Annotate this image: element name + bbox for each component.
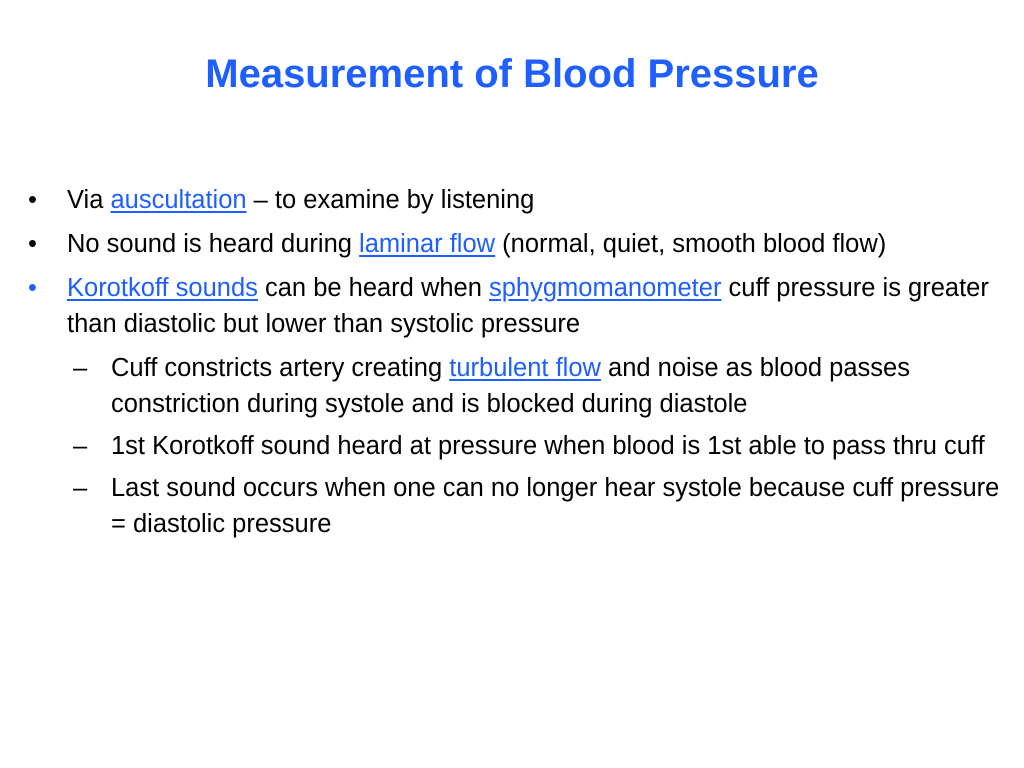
subbullet-mark: – xyxy=(73,474,88,502)
link-laminar-flow[interactable]: laminar flow xyxy=(359,230,496,258)
bullet-item xyxy=(28,270,1003,342)
bullet-text: cuff pressure is greater than diastolic but lower than systolic pressure xyxy=(67,274,989,338)
slide-content xyxy=(28,182,1003,548)
bullet-text: (normal, quiet, smooth blood flow) xyxy=(495,230,887,258)
subbullet-text: 1st Korotkoff sound heard at pressure when blood is 1st able to pass thru cuff xyxy=(111,432,985,460)
bullet-text: – to examine by listening xyxy=(246,186,535,214)
bullet-mark: • xyxy=(28,274,37,302)
bullet-item xyxy=(28,226,1003,262)
subbullet-mark: – xyxy=(73,354,88,382)
subbullet-item xyxy=(28,470,1003,542)
subbullet-text: Last sound occurs when one can no longer hear systole because cuff pressure = diastolic pressure xyxy=(111,474,1000,538)
link-turbulent-flow[interactable]: turbulent flow xyxy=(449,354,601,382)
subbullet-item xyxy=(28,350,1003,422)
link-sphygmomanometer[interactable]: sphygmomanometer xyxy=(489,274,722,302)
subbullet-item xyxy=(28,428,1003,464)
bullet-text: can be heard when xyxy=(257,274,489,302)
slide-title: Measurement of Blood Pressure xyxy=(205,52,819,96)
bullet-mark: • xyxy=(28,230,37,258)
link-korotkoff-sounds[interactable]: Korotkoff sounds xyxy=(67,274,258,302)
bullet-text: No sound is heard during xyxy=(67,230,360,258)
bullet-text: Via xyxy=(67,186,111,214)
subbullet-text: Cuff constricts artery creating xyxy=(111,354,450,382)
subbullet-text: and noise as blood passes constriction during systole and is blocked during diastole xyxy=(111,354,910,418)
bullet-item xyxy=(28,182,1003,218)
subbullet-mark: – xyxy=(73,432,88,460)
bullet-mark: • xyxy=(28,186,37,214)
link-auscultation[interactable]: auscultation xyxy=(110,186,247,214)
